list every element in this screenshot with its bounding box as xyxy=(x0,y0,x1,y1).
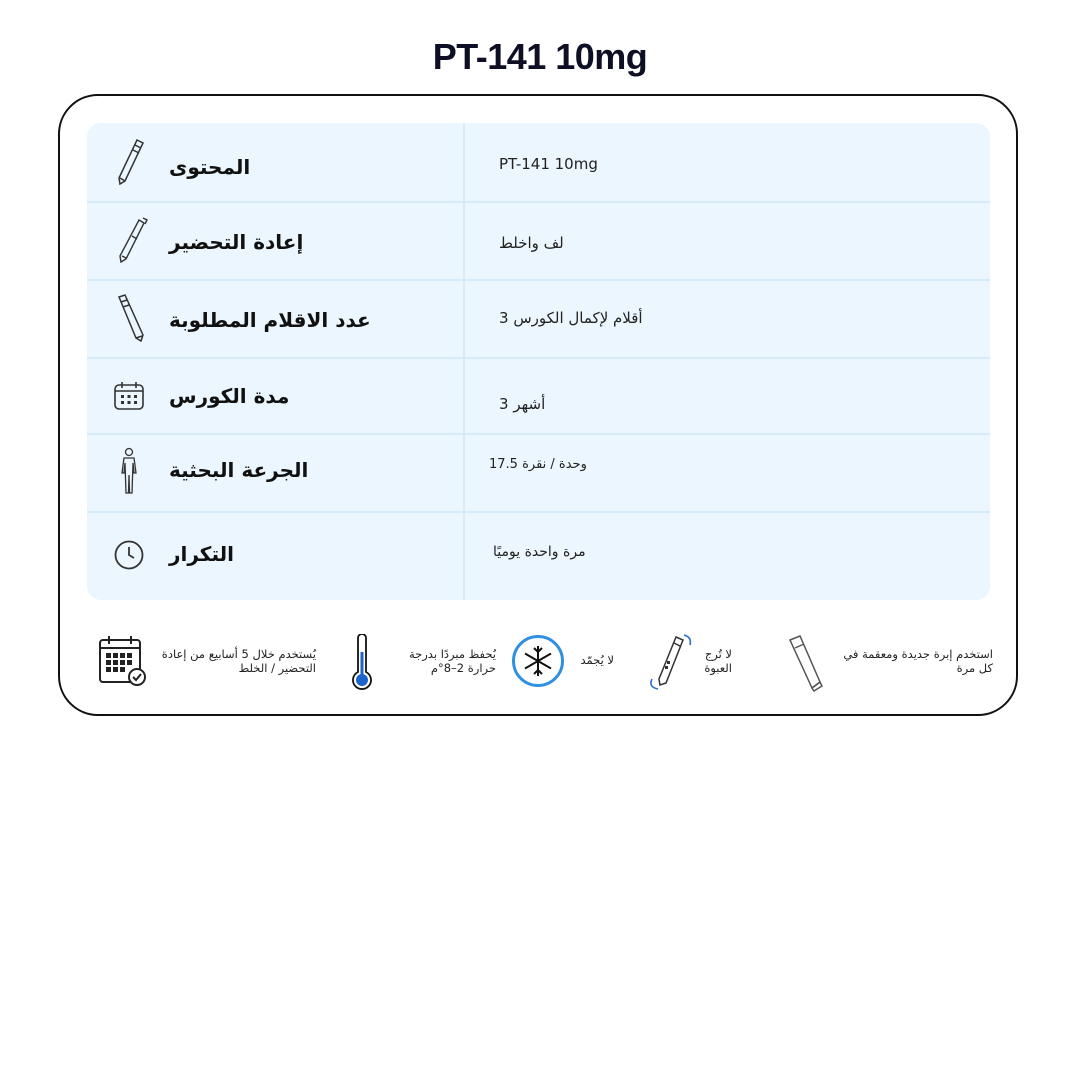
row-label: المحتوى xyxy=(169,155,251,179)
row-value: أقلام لإكمال الكورس 3 xyxy=(499,309,643,327)
note-text: استخدم إبرة جديدة ومعقمة في كل مرة xyxy=(843,647,993,675)
row-value: مرة واحدة يوميًا xyxy=(493,544,586,560)
table-row xyxy=(87,359,990,433)
note-text: لا يُجمّد xyxy=(580,653,614,667)
human-body-icon xyxy=(119,447,139,499)
table-row xyxy=(87,123,990,201)
dropper-pen-icon xyxy=(113,216,149,270)
note-text: لا تُرج العبوة xyxy=(704,647,732,675)
note-text: يُحفظ مبردًا بدرجة حرارة 2–8°م xyxy=(408,647,496,675)
calendar-icon xyxy=(113,381,145,415)
shake-pen-icon xyxy=(646,631,694,697)
snowflake-icon xyxy=(511,634,565,692)
row-label: الجرعة البحثية xyxy=(169,458,309,482)
row-value: PT-141 10mg xyxy=(499,155,598,173)
table-row xyxy=(87,513,990,600)
row-label: إعادة التحضير xyxy=(169,230,304,254)
pen-icon xyxy=(113,293,149,349)
pen-icon xyxy=(113,137,149,191)
clock-icon xyxy=(113,539,145,575)
calendar-check-icon xyxy=(98,634,148,692)
row-label: التكرار xyxy=(169,542,234,566)
row-value: وحدة / نقرة 17.5 xyxy=(489,457,587,472)
row-value: لف واخلط xyxy=(499,234,564,252)
needle-icon xyxy=(786,634,830,696)
table-row xyxy=(87,281,990,357)
row-value: أشهر 3 xyxy=(499,395,546,413)
page-title: PT-141 10mg xyxy=(432,36,648,77)
note-text: يُستخدم خلال 5 أسابيع من إعادة التحضير / الخلط xyxy=(161,647,316,675)
table-row xyxy=(87,435,990,511)
row-label: مدة الكورس xyxy=(169,384,290,408)
row-label: عدد الاقلام المطلوبة xyxy=(169,308,371,332)
thermometer-icon xyxy=(350,634,374,694)
table-row xyxy=(87,203,990,279)
info-table xyxy=(87,123,990,600)
